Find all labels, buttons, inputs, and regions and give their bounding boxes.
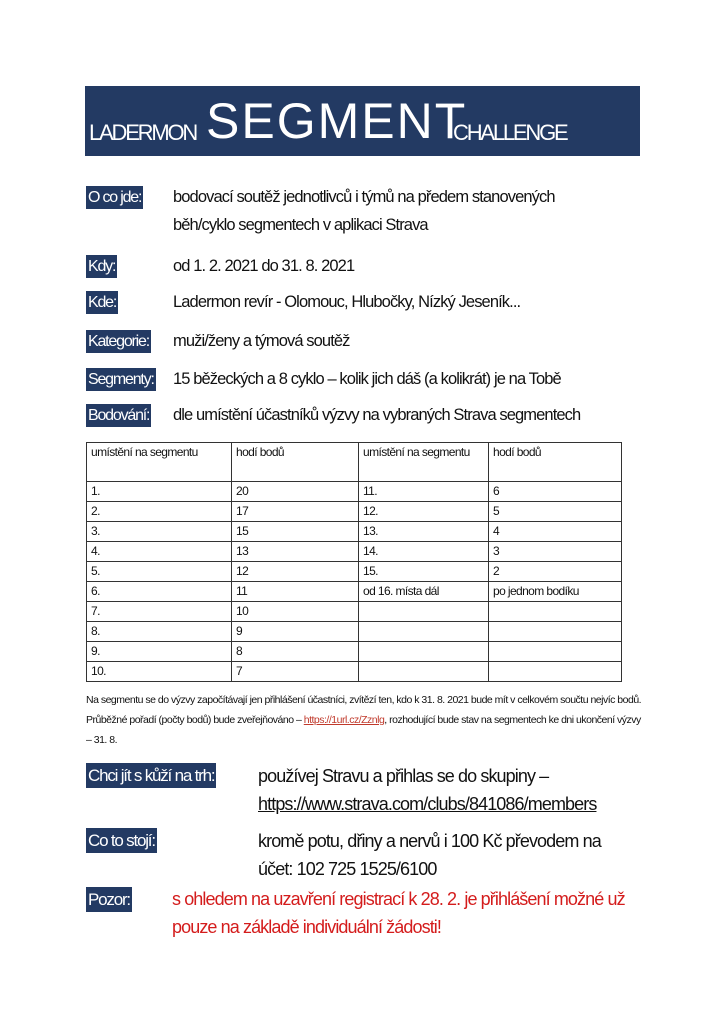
table-row — [87, 482, 622, 502]
table-row — [87, 542, 622, 562]
warning-label: Pozor: — [86, 887, 132, 912]
what-line-2: běh/cyklo segmentech v aplikaci Strava — [173, 216, 428, 234]
table-cell: 9 — [232, 622, 359, 642]
banner-challenge: CHALLENGE — [453, 120, 567, 145]
table-row — [87, 562, 622, 582]
scoring-label: Bodování: — [86, 404, 151, 427]
warning-line-1: s ohledem na uzavření registrací k 28. 2. je přihlášení možné už — [172, 889, 625, 909]
segments-value: 15 běžeckých a 8 cyklo – kolik jich dáš (a kolikrát) je na Tobě — [173, 370, 561, 388]
table-cell: 10 — [232, 602, 359, 622]
warning-line-2: pouze na základě individuální žádosti! — [172, 917, 442, 937]
cost-label: Co to stojí: — [86, 828, 157, 853]
where-label: Kde: — [86, 291, 118, 314]
table-cell: 12 — [232, 562, 359, 582]
standings-link[interactable]: https://1url.cz/Zznlg — [303, 714, 385, 726]
table-row — [87, 502, 622, 522]
table-row — [87, 582, 622, 602]
table-row — [87, 602, 622, 622]
when-label: Kdy: — [86, 255, 117, 278]
join-line-1: používej Stravu a přihlas se do skupiny – — [258, 766, 549, 786]
table-cell: 4. — [87, 542, 232, 562]
table-row — [87, 522, 622, 542]
table-cell: 3. — [87, 522, 232, 542]
table-header-row — [87, 443, 622, 482]
table-cell — [359, 602, 489, 622]
table-cell: 8 — [232, 642, 359, 662]
cost-line-2: účet: 102 725 1525/6100 — [258, 859, 437, 879]
header-points-2: hodí bodů — [489, 443, 622, 482]
table-cell — [489, 662, 622, 682]
table-cell: 13 — [232, 542, 359, 562]
table-cell: 11 — [232, 582, 359, 602]
scoring-value: dle umístění účastníků výzvy na vybraných Strava segmentech — [173, 406, 581, 424]
header-placement-2: umístění na segmentu — [359, 443, 489, 482]
segments-label: Segmenty: — [86, 368, 156, 391]
table-cell — [489, 642, 622, 662]
table-cell: 14. — [359, 542, 489, 562]
header-points: hodí bodů — [232, 443, 359, 482]
table-cell: 20 — [232, 482, 359, 502]
title-banner — [85, 86, 640, 156]
table-cell: 7 — [232, 662, 359, 682]
join-label: Chci jít s kůží na trh: — [86, 763, 216, 788]
table-cell — [359, 662, 489, 682]
table-cell: 8. — [87, 622, 232, 642]
table-cell: 6 — [489, 482, 622, 502]
table-cell: 2. — [87, 502, 232, 522]
table-row — [87, 622, 622, 642]
what-label: O co jde: — [86, 186, 143, 209]
table-cell: 6. — [87, 582, 232, 602]
table-cell: 13. — [359, 522, 489, 542]
table-cell: 1. — [87, 482, 232, 502]
table-row — [87, 662, 622, 682]
table-cell: 15 — [232, 522, 359, 542]
category-label: Kategorie: — [86, 330, 151, 353]
table-cell: 15. — [359, 562, 489, 582]
table-cell: 5 — [489, 502, 622, 522]
table-cell — [489, 602, 622, 622]
what-line-1: bodovací soutěž jednotlivců i týmů na předem stanovených — [173, 188, 555, 206]
where-value: Ladermon revír - Olomouc, Hlubočky, Nízký Jeseník... — [173, 293, 521, 311]
category-value: muži/ženy a týmová soutěž — [173, 332, 350, 350]
table-cell — [359, 642, 489, 662]
banner-segment: SEGMENT — [206, 93, 468, 149]
table-cell: 12. — [359, 502, 489, 522]
banner-ladermon: LADERMON — [89, 120, 197, 145]
strava-club-link[interactable]: https://www.strava.com/clubs/841086/members — [258, 794, 597, 814]
table-cell: 11. — [359, 482, 489, 502]
points-table — [86, 442, 622, 682]
table-cell: po jednom bodíku — [489, 582, 622, 602]
note-text-1: Na segmentu se do výzvy započítávají jen přihlášení účastníci, zvítězí ten, kdo k 31. 8. 2021 bude mít v celkovém součtu nejvíc bodů. Průběžné pořadí (počty bodů) bude zveřejňováno – — [86, 694, 642, 726]
rules-note — [86, 690, 646, 750]
table-cell: od 16. místa dál — [359, 582, 489, 602]
table-cell: 4 — [489, 522, 622, 542]
when-value: od 1. 2. 2021 do 31. 8. 2021 — [173, 257, 355, 275]
table-cell: 2 — [489, 562, 622, 582]
note-text-2: , rozhodující bude stav na segmentech ke dni ukončení výzvy – 31. 8. — [86, 714, 641, 746]
table-cell: 10. — [87, 662, 232, 682]
table-cell — [489, 622, 622, 642]
table-cell: 5. — [87, 562, 232, 582]
table-cell: 3 — [489, 542, 622, 562]
table-row — [87, 642, 622, 662]
header-placement: umístění na segmentu — [87, 443, 232, 482]
cost-line-1: kromě potu, dřiny a nervů i 100 Kč převodem na — [258, 831, 601, 851]
table-cell: 17 — [232, 502, 359, 522]
table-cell: 9. — [87, 642, 232, 662]
table-cell — [359, 622, 489, 642]
table-cell: 7. — [87, 602, 232, 622]
